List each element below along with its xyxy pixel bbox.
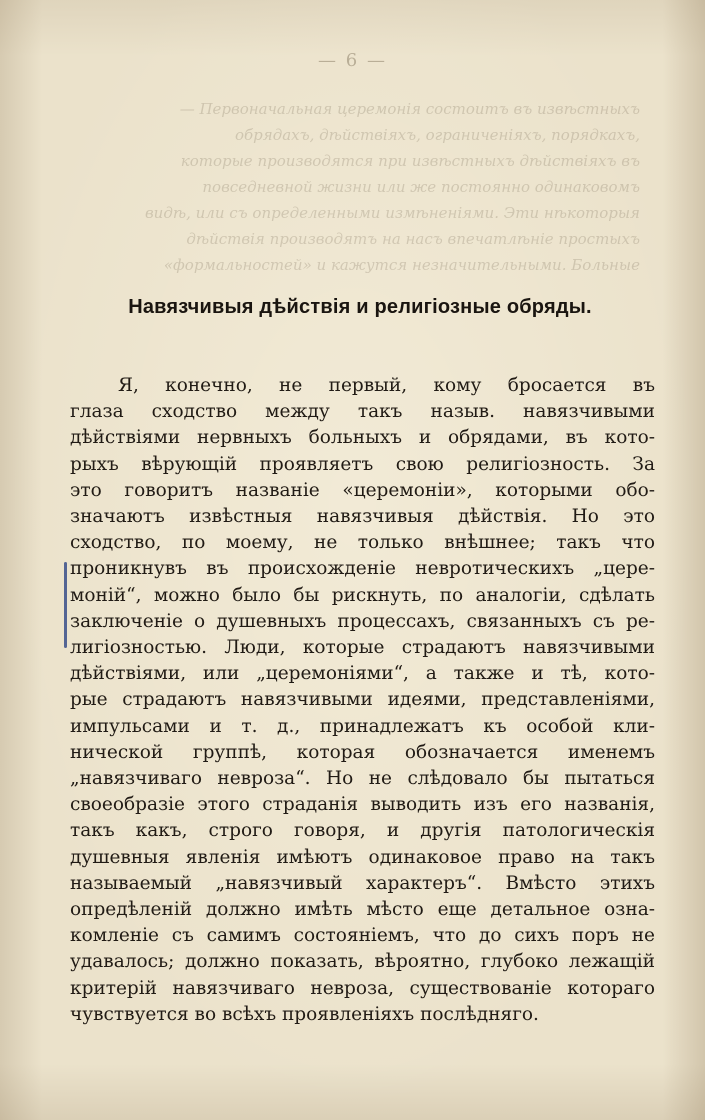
- bleed-through-text: [80, 96, 640, 278]
- text-line: своеобразіе этого страданія выводить изъ его названія,: [70, 794, 655, 816]
- text-line: Я, конечно, не первый, кому бросается въ: [118, 375, 655, 396]
- text-line: моній“, можно было бы рискнуть, по аналогіи, сдѣлать: [70, 584, 655, 606]
- margin-pen-mark: [64, 562, 67, 648]
- text-line: опредѣленій должно имѣть мѣсто еще детальное озна-: [70, 899, 655, 921]
- text-line: чувствуется во всѣхъ проявленіяхъ послѣдняго.: [70, 1003, 539, 1025]
- page-number: — 6 —: [318, 50, 387, 71]
- text-line: сходство, по моему, не только внѣшнее; такъ что: [70, 532, 655, 554]
- bleed-line: которые производятся при извѣстныхъ дѣйствіяхъ въ: [180, 152, 640, 170]
- text-line: дѣйствіями нервныхъ больныхъ и обрядами, въ кото-: [70, 427, 655, 449]
- text-line: „навязчиваго невроза“. Но не слѣдовало бы пытаться: [70, 768, 655, 790]
- bleed-line: — Первоначальная церемонія состоитъ въ извѣстныхъ: [179, 100, 640, 118]
- text-line: проникнувъ въ происхожденіе невротическихъ „цере-: [70, 558, 655, 580]
- text-line: рыхъ вѣрующій проявляетъ свою религіозность. За: [70, 453, 655, 475]
- body-paragraph: [70, 373, 655, 1028]
- text-line: значаютъ извѣстныя навязчивыя дѣйствія. Но это: [70, 506, 655, 528]
- text-line: глаза сходство между такъ назыв. навязчивыми: [70, 401, 655, 423]
- text-line: нической группѣ, которая обозначается именемъ: [70, 741, 655, 763]
- text-line: рые страдаютъ навязчивыми идеями, представленіями,: [70, 689, 655, 711]
- chapter-title: Навязчивыя дѣйствія и религіозные обряды.: [128, 296, 592, 318]
- text-line: импульсами и т. д., принадлежатъ къ особой кли-: [70, 715, 655, 737]
- text-line: лигіозностью. Люди, которые страдаютъ навязчивыми: [70, 637, 655, 659]
- text-line: это говоритъ названіе «церемоніи», которыми обо-: [70, 479, 655, 501]
- text-line: заключеніе о душевныхъ процессахъ, связанныхъ съ ре-: [70, 610, 655, 632]
- text-line: душевныя явленія имѣютъ одинаковое право на такъ: [70, 846, 655, 868]
- text-line: удавалось; должно показать, вѣроятно, глубоко лежащій: [70, 951, 655, 973]
- text-line: называемый „навязчивый характеръ“. Вмѣсто этихъ: [70, 872, 655, 894]
- text-line: критерій навязчиваго невроза, существованіе котораго: [70, 977, 655, 999]
- text-line: комленіе съ самимъ состояніемъ, что до сихъ поръ не: [70, 925, 655, 947]
- bleed-line: дѣйствія производятъ на насъ впечатлѣніе простыхъ: [186, 230, 640, 248]
- bleed-line: повседневной жизни или же постоянно одинаковомъ: [202, 178, 640, 196]
- text-line: дѣйствіями, или „церемоніями“, а также и тѣ, кото-: [70, 663, 655, 685]
- bleed-line: видѣ, или съ определенными измѣненіями. Эти нѣкоторыя: [144, 204, 640, 222]
- bleed-line: обрядахъ, дѣйствіяхъ, ограниченіяхъ, порядкахъ,: [234, 126, 640, 144]
- bleed-line: «формальностей» и кажутся незначительными. Больные: [163, 256, 640, 274]
- text-line: такъ какъ, строго говоря, и другія патологическія: [70, 820, 655, 842]
